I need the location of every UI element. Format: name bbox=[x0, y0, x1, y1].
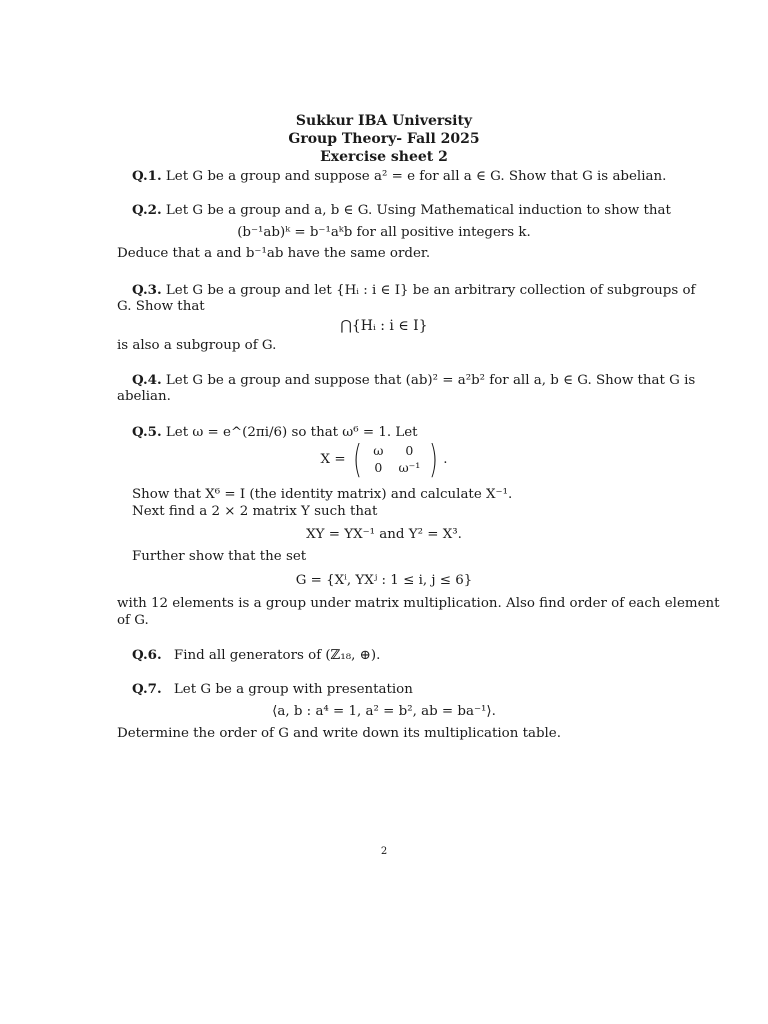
matrix-x-lhs: X = bbox=[320, 451, 346, 467]
question-7 bbox=[132, 681, 413, 698]
left-paren-icon: ( bbox=[352, 437, 362, 481]
question-5-show: Show that X⁶ = I (the identity matrix) and calculate X⁻¹. bbox=[132, 487, 513, 502]
question-5-equation: XY = YX⁻¹ and Y² = X³. bbox=[306, 527, 462, 542]
question-7-presentation: ⟨a, b : a⁴ = 1, a² = b², ab = ba⁻¹⟩. bbox=[272, 704, 496, 719]
question-5-intro: Let ω = e^(2πi/6) so that ω⁶ = 1. Let bbox=[165, 425, 418, 440]
matrix-x: X = ( ω 0 0 ω⁻¹ ) . bbox=[320, 437, 448, 481]
matrix-cell: ω bbox=[373, 443, 384, 458]
question-5-set: G = {Xⁱ, YXʲ : 1 ≤ i, j ≤ 6} bbox=[295, 573, 473, 588]
question-5-number: Q.5. bbox=[132, 424, 162, 440]
question-5-with-2: of G. bbox=[117, 613, 149, 628]
question-4-text-1: Let G be a group and suppose that (ab)² = a²b² for all a, b ∈ G. Show that G is bbox=[165, 373, 696, 388]
matrix-x-entries bbox=[364, 443, 426, 475]
matrix-cell: 0 bbox=[374, 460, 383, 475]
question-5-next: Next find a 2 × 2 matrix Y such that bbox=[132, 504, 378, 519]
question-6 bbox=[132, 647, 380, 664]
question-1-text: Let G be a group and suppose a² = e for all a ∈ G. Show that G is abelian. bbox=[165, 169, 667, 184]
question-3-formula: ⋂{Hᵢ : i ∈ I} bbox=[340, 318, 428, 334]
question-2-number: Q.2. bbox=[132, 202, 162, 218]
question-2 bbox=[132, 202, 671, 219]
question-6-number: Q.6. bbox=[132, 647, 162, 663]
question-5 bbox=[132, 424, 418, 441]
matrix-cell: 0 bbox=[405, 443, 414, 458]
question-1-number: Q.1. bbox=[132, 168, 162, 184]
matrix-cell: ω⁻¹ bbox=[398, 460, 421, 475]
right-paren-icon: ) bbox=[429, 437, 439, 481]
page-number: 2 bbox=[380, 846, 388, 857]
question-4-number: Q.4. bbox=[132, 372, 162, 388]
question-2-deduce: Deduce that a and b⁻¹ab have the same order. bbox=[117, 246, 431, 261]
question-3-text-3: is also a subgroup of G. bbox=[117, 338, 277, 353]
university-title: Sukkur IBA University bbox=[295, 113, 473, 129]
question-4-text-2: abelian. bbox=[117, 389, 171, 404]
question-5-further: Further show that the set bbox=[132, 549, 307, 564]
question-5-with-1: with 12 elements is a group under matrix multiplication. Also find order of each element bbox=[117, 596, 720, 611]
question-7-text: Let G be a group with presentation bbox=[173, 682, 413, 697]
question-4 bbox=[132, 372, 695, 389]
question-2-formula: (b⁻¹ab)ᵏ = b⁻¹aᵏb for all positive integers k. bbox=[237, 225, 531, 240]
question-1 bbox=[132, 168, 666, 185]
sheet-title: Exercise sheet 2 bbox=[320, 149, 448, 165]
question-2-text: Let G be a group and a, b ∈ G. Using Mathematical induction to show that bbox=[165, 203, 671, 218]
question-3-number: Q.3. bbox=[132, 282, 162, 298]
question-7-determine: Determine the order of G and write down its multiplication table. bbox=[117, 726, 561, 741]
question-6-text: Find all generators of (ℤ₁₈, ⊕). bbox=[173, 648, 381, 663]
question-3-text-2: G. Show that bbox=[117, 299, 205, 314]
question-3 bbox=[132, 282, 695, 299]
question-3-text-1: Let G be a group and let {Hᵢ : i ∈ I} be an arbitrary collection of subgroups of bbox=[165, 283, 696, 298]
course-title: Group Theory- Fall 2025 bbox=[288, 131, 480, 147]
question-7-number: Q.7. bbox=[132, 681, 162, 697]
